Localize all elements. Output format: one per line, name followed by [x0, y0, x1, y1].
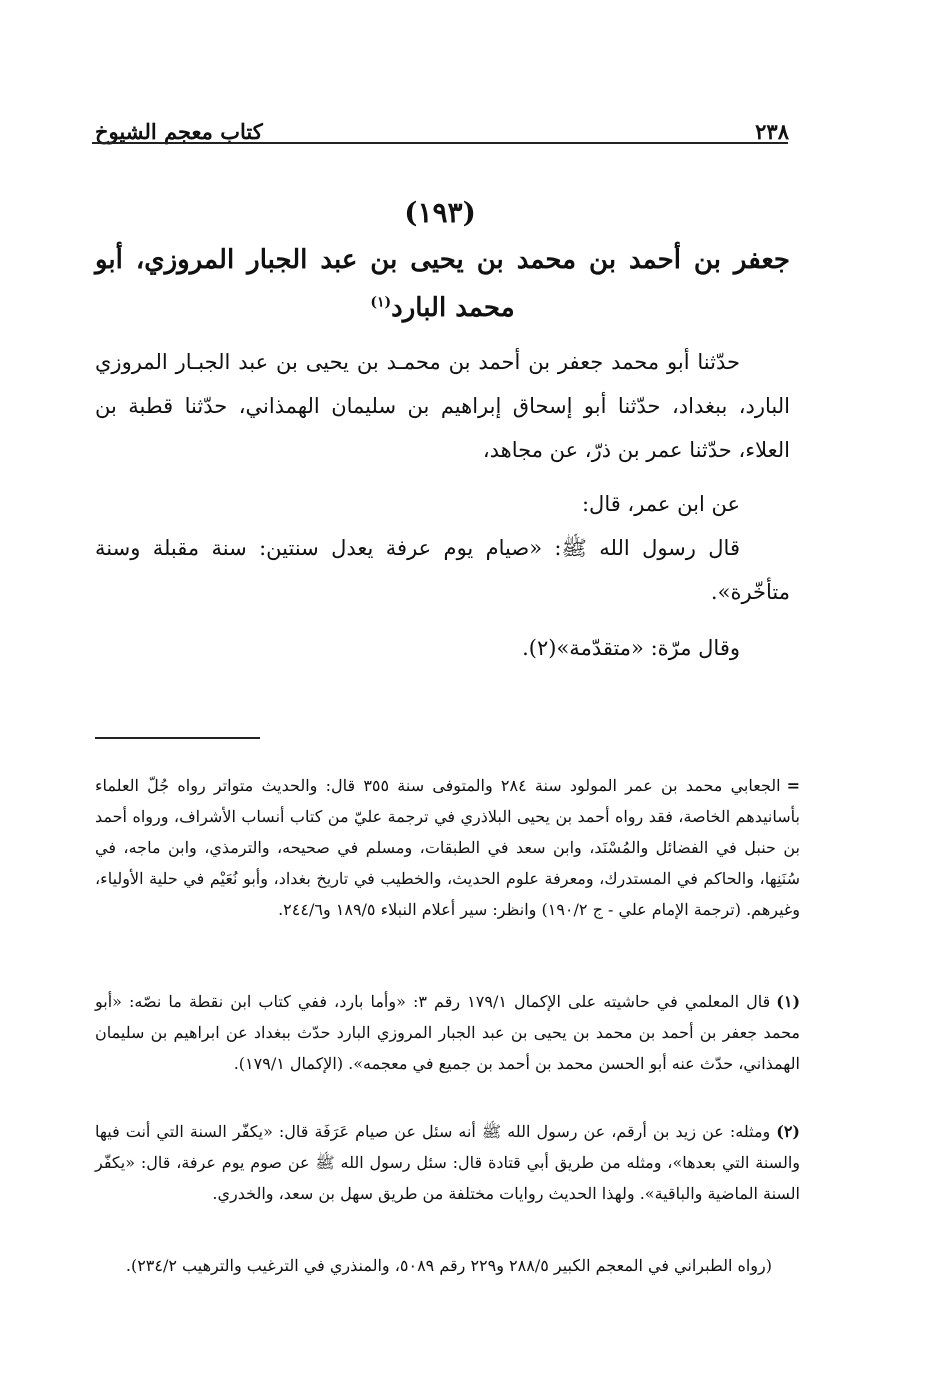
footnote-separator	[95, 737, 260, 739]
entry-number: (١٩٣)	[404, 196, 476, 229]
body-line-3: وقال مرّة: «متقدّمة»(٢).	[522, 636, 740, 660]
footnote-marker: =	[786, 776, 801, 795]
footnote-text: قال المعلمي في حاشيته على الإكمال ١٧٩/١ رقم ٣: «وأما بارد، ففي كتاب ابن نقطة ما نصّه: «أبو محمد جعفر بن أحمد بن محمد بن يحيى بن عبد الجبار المروزي البارد حدّث ببغداد عن ابراهيم بن سليمان الهمذاني، حدّث عنه أبو الحسن محمد بن أحمد بن جميع في معجمه». (الإكمال ١٧٩/١).	[95, 992, 800, 1073]
footnote-text: ومثله: عن زيد بن أرقم، عن رسول الله ﷺ أنه سئل عن صيام عَرَفَة قال: «يكفّر السنة التي أنت فيها والسنة التي بعدها»، ومثله من طريق أبي قتادة قال: سئل رسول الله ﷺ عن صوم يوم عرفة، قال: «يكفّر السنة الماضية والباقية». ولهذا الحديث روايات مختلفة من طريق سهل بن سعد، والخدري.	[95, 1122, 800, 1203]
footnote-1	[95, 986, 800, 1079]
title-footnote-ref: (١)	[370, 294, 392, 311]
footnote-marker: (١)	[776, 992, 801, 1011]
header-rule	[92, 142, 788, 144]
book-title: كتاب معجم الشيوخ	[95, 119, 263, 144]
footnote-2-source: (رواه الطبراني في المعجم الكبير ٢٨٨/٥ و٢٢٩ رقم ٥٠٨٩، والمنذري في الترغيب والترهيب ٢٣٤/٢).	[125, 1256, 772, 1275]
footnote-text: الجعابي محمد بن عمر المولود سنة ٢٨٤ والمتوفى سنة ٣٥٥ قال: والحديث متواتر رواه جُلّ العلماء بأسانيدهم الخاصة، فقد رواه أحمد بن يحيى البلاذري في ترجمة عليّ من كتاب أنساب الأشراف، ورواه أحمد بن حنبل في الفضائل والمُسْنَد، وابن سعد في الطبقات، ومسلم في صحيحه، والترمذي، وابن ماجه، في سُنَنِها، والحاكم في المستدرك، ومعرفة علوم الحديث، والخطيب في تاريخ بغداد، وأبو نُعَيْم في حلية الأولياء، وغيرهم. (ترجمة الإمام علي - ج ١٩٠/٢) وانظر: سير أعلام النبلاء ١٨٩/٥ و٢٤٤/٦.	[95, 776, 800, 919]
footnote-2	[95, 1116, 800, 1209]
footnote-continued	[95, 770, 800, 925]
body-line-1: عن ابن عمر، قال:	[581, 492, 740, 516]
hadith-text: قال رسول الله ﷺ: «صيام يوم عرفة يعدل سنتين: سنة مقبلة وسنة متأخّرة».	[95, 536, 790, 604]
running-header	[95, 108, 789, 144]
page-number: ٢٣٨	[755, 119, 789, 144]
isnad-paragraph: حدّثنا أبو محمد جعفر بن أحمد بن محمـد بن يحيى بن عبد الجبـار المروزي البارد، ببغداد، حدّثنا أبو إسحاق إبراهيم بن سليمان الهمذاني، حدّثنا قطبة بن العلاء، حدّثنا عمر بن ذرّ، عن مجاهد،	[95, 350, 790, 462]
entry-title-text: جعفر بن أحمد بن محمد بن يحيى بن عبد الجبار المروزي، أبو محمد البارد	[95, 245, 790, 323]
footnote-marker: (٢)	[776, 1122, 800, 1141]
entry-title	[95, 236, 790, 332]
